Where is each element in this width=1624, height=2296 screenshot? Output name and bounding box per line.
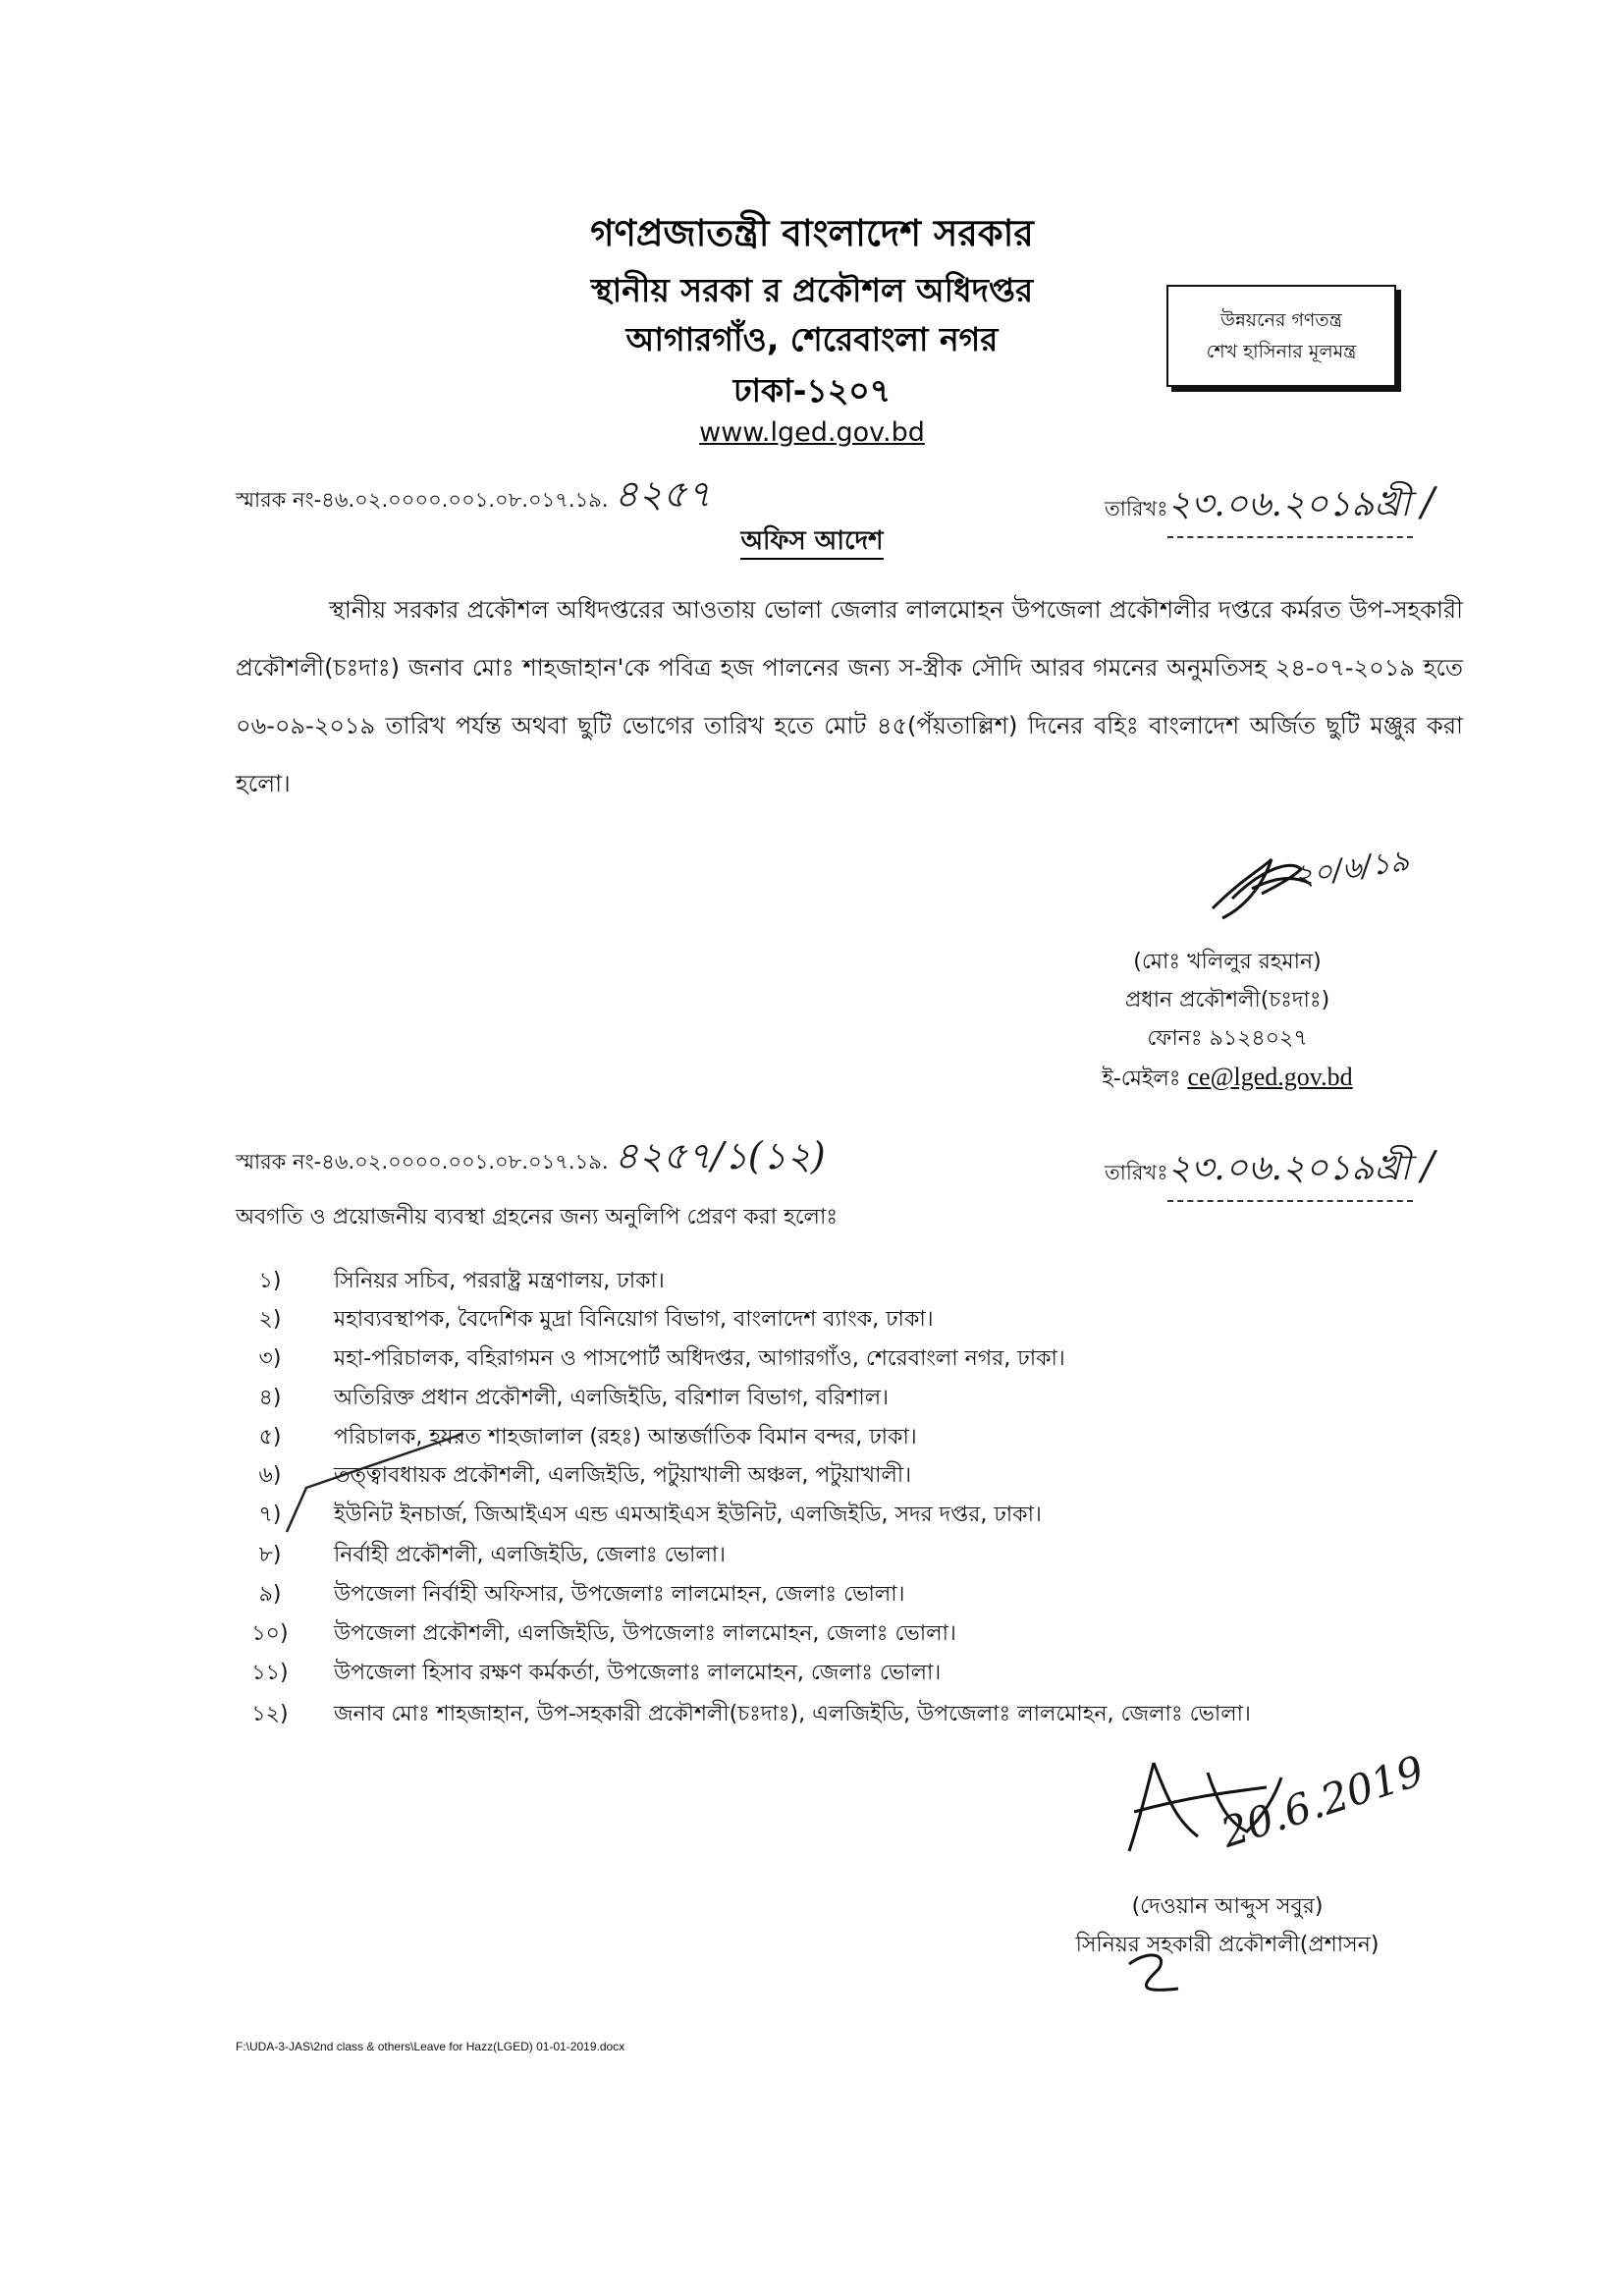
list-item-number: ২) [258, 1307, 282, 1332]
memo-label: স্মারক নং-৪৬.০২.০০০০.০০১.০৮.০১৭.১৯. [236, 488, 609, 512]
list-item [236, 1616, 1512, 1654]
list-item-text: উপজেলা হিসাব রক্ষণ কর্মকর্তা, উপজেলাঃ লালমোহন, জেলাঃ ভোলা। [334, 1661, 942, 1685]
list-item-number: ৩) [258, 1346, 282, 1371]
date-field-2 [1105, 1141, 1435, 1202]
date-label: তারিখঃ [1105, 497, 1168, 520]
list-item-text: উপজেলা প্রকৌশলী, এলজিইডি, উপজেলাঃ লালমোহন, জেলাঃ ভোলা। [334, 1621, 956, 1646]
slogan-box [1166, 285, 1396, 387]
govt-title: গণপ্রজাতন্ত্রী বাংলাদেশ সরকার [590, 212, 1034, 254]
list-item-text: অতিরিক্ত প্রধান প্রকৌশলী, এলজিইডি, বরিশাল বিভাগ, বরিশাল। [334, 1386, 889, 1410]
list-item-number: ১০) [251, 1621, 289, 1646]
order-title: অফিস আদেশ [0, 520, 1624, 564]
list-item-text: তত্ত্বাবধায়ক প্রকৌশলী, এলজিইডি, পটুয়াখালী অঞ্চল, পটুয়াখালী। [334, 1463, 912, 1488]
department-name: স্থানীয় সরকা র প্রকৌশল অধিদপ্তর [590, 271, 1034, 309]
list-item-text: মহাব্যবস্থাপক, বৈদেশিক মুদ্রা বিনিয়োগ বিভাগ, বাংলাদেশ ব্যাংক, ঢাকা। [334, 1307, 934, 1332]
list-item-text: উপজেলা নির্বাহী অফিসার, উপজেলাঃ লালমোহন, জেলাঃ ভোলা। [334, 1582, 905, 1607]
signatory-1-phone: ফোনঃ ৯১২৪০২৭ [1147, 1026, 1308, 1051]
memo-number-1 [236, 465, 711, 528]
list-item-number: ৯) [258, 1582, 282, 1607]
list-item [236, 1302, 1512, 1339]
signatory-1-block [1021, 943, 1434, 1098]
address-line: আগারগাঁও, শেরেবাংলা নগর [625, 320, 999, 358]
memo-label-2: স্মারক নং-৪৬.০২.০০০০.০০১.০৮.০১৭.১৯. [236, 1150, 609, 1174]
city-line: ঢাকা-১২০৭ [732, 371, 892, 410]
email-label: ই-মেইলঃ [1102, 1066, 1181, 1091]
signatory-2-designation: সিনিয়র সহকারী প্রকৌশলী(প্রশাসন) [1075, 1933, 1380, 1957]
list-item-number: ৭) [258, 1503, 282, 1527]
memo-number-handwritten: ৪২৫৭ [614, 472, 712, 516]
list-item-number: ১) [258, 1269, 282, 1293]
order-body: স্থানীয় সরকার প্রকৌশল অধিদপ্তরের আওতায় ভোলা জেলার লালমোহন উপজেলা প্রকৌশলীর দপ্তরে কর্মরত উপ-সহকারী প্রকৌশলী(চঃদাঃ) জনাব মোঃ শাহজাহান'কে পবিত্র হজ পালনের জন্য স-স্ত্রীক সৌদি আরব গমনের অনুমতিসহ ২৪-০৭-২০১৯ হতে ০৬-০৯-২০১৯ তারিখ পর্যন্ত অথবা ছুটি ভোগের তারিখ হতে মোট ৪৫(পঁয়তাল্লিশ) দিনের বহিঃ বাংলাদেশ অর্জিত ছুটি মঞ্জুর করা হলো। [236, 596, 1463, 797]
list-item-text: ইউনিট ইনচার্জ, জিআইএস এন্ড এমআইএস ইউনিট, এলজিইডি, সদর দপ্তর, ঢাকা। [334, 1503, 1042, 1527]
signatory-1-name: (মোঃ খলিলুর রহমান) [1133, 950, 1322, 974]
list-item [236, 1381, 1512, 1418]
list-item-text: সিনিয়র সচিব, পররাষ্ট্র মন্ত্রণালয়, ঢাকা। [334, 1269, 665, 1293]
list-item-number: ১২) [251, 1702, 289, 1726]
signature-2-date: 20.6.2019 [1215, 1746, 1431, 1857]
signatory-1-email-line [1021, 1058, 1434, 1098]
date-tick-mark: / [1421, 480, 1435, 525]
list-item-text: নির্বাহী প্রকৌশলী, এলজিইডি, জেলাঃ ভোলা। [334, 1543, 726, 1567]
pen-check-mark [277, 1429, 473, 1537]
list-item-text: পরিচালক, হযরত শাহজালাল (রহঃ) আন্তর্জাতিক বিমান বন্দর, ঢাকা। [334, 1425, 917, 1449]
signatory-2-name: (দেওয়ান আব্দুস সবুর) [1131, 1894, 1324, 1919]
signatory-1-designation: প্রধান প্রকৌশলী(চঃদাঃ) [1124, 988, 1330, 1012]
list-item [236, 1341, 1512, 1379]
date-handwritten-2: ২৩.০৬.২০১৯খ্রী [1167, 1141, 1413, 1202]
list-item [236, 1577, 1512, 1614]
file-path-footer: F:\UDA-3-JAS\2nd class & others\Leave for Hazz(LGED) 01-01-2019.docx [236, 2040, 625, 2053]
list-item-number: ১১) [251, 1661, 289, 1685]
date-label-2: তারিখঃ [1105, 1161, 1168, 1184]
list-item [236, 1264, 1512, 1301]
list-item [236, 1538, 1512, 1575]
memo-number-2 [236, 1127, 826, 1190]
list-item-number: ৬) [258, 1463, 282, 1488]
list-item-number: ৪) [258, 1386, 282, 1410]
list-item-number: ৫) [258, 1425, 282, 1449]
list-item-text: জনাব মোঃ শাহজাহান, উপ-সহকারী প্রকৌশলী(চঃদাঃ), এলজিইডি, উপজেলাঃ লালমোহন, জেলাঃ ভোলা। [334, 1702, 1251, 1726]
list-item [236, 1656, 1512, 1693]
email-link[interactable]: ce@lged.gov.bd [1187, 1063, 1353, 1091]
signatory-2-block [1021, 1887, 1434, 1964]
list-item [236, 1697, 1512, 1734]
slogan-line-1: উন্নয়নের গণতন্ত্র [1220, 308, 1342, 331]
signature-1-date: ২০/৬/১৯ [1291, 843, 1412, 895]
date-handwritten: ২৩.০৬.২০১৯খ্রী [1167, 477, 1413, 538]
list-item-number: ৮) [258, 1543, 282, 1567]
memo-number-2-handwritten: ৪২৫৭/১(১২) [614, 1134, 826, 1177]
list-item-text: মহা-পরিচালক, বহিরাগমন ও পাসপোর্ট অধিদপ্তর, আগারগাঁও, শেরেবাংলা নগর, ঢাকা। [334, 1346, 1065, 1371]
date-tick-mark-2: / [1421, 1144, 1435, 1189]
distribution-intro: অবগতি ও প্রয়োজনীয় ব্যবস্থা গ্রহনের জন্য অনুলিপি প্রেরণ করা হলোঃ [236, 1205, 839, 1230]
website-link[interactable]: www.lged.gov.bd [699, 417, 925, 448]
slogan-line-2: শেখ হাসিনার মূলমন্ত্র [1206, 341, 1357, 362]
